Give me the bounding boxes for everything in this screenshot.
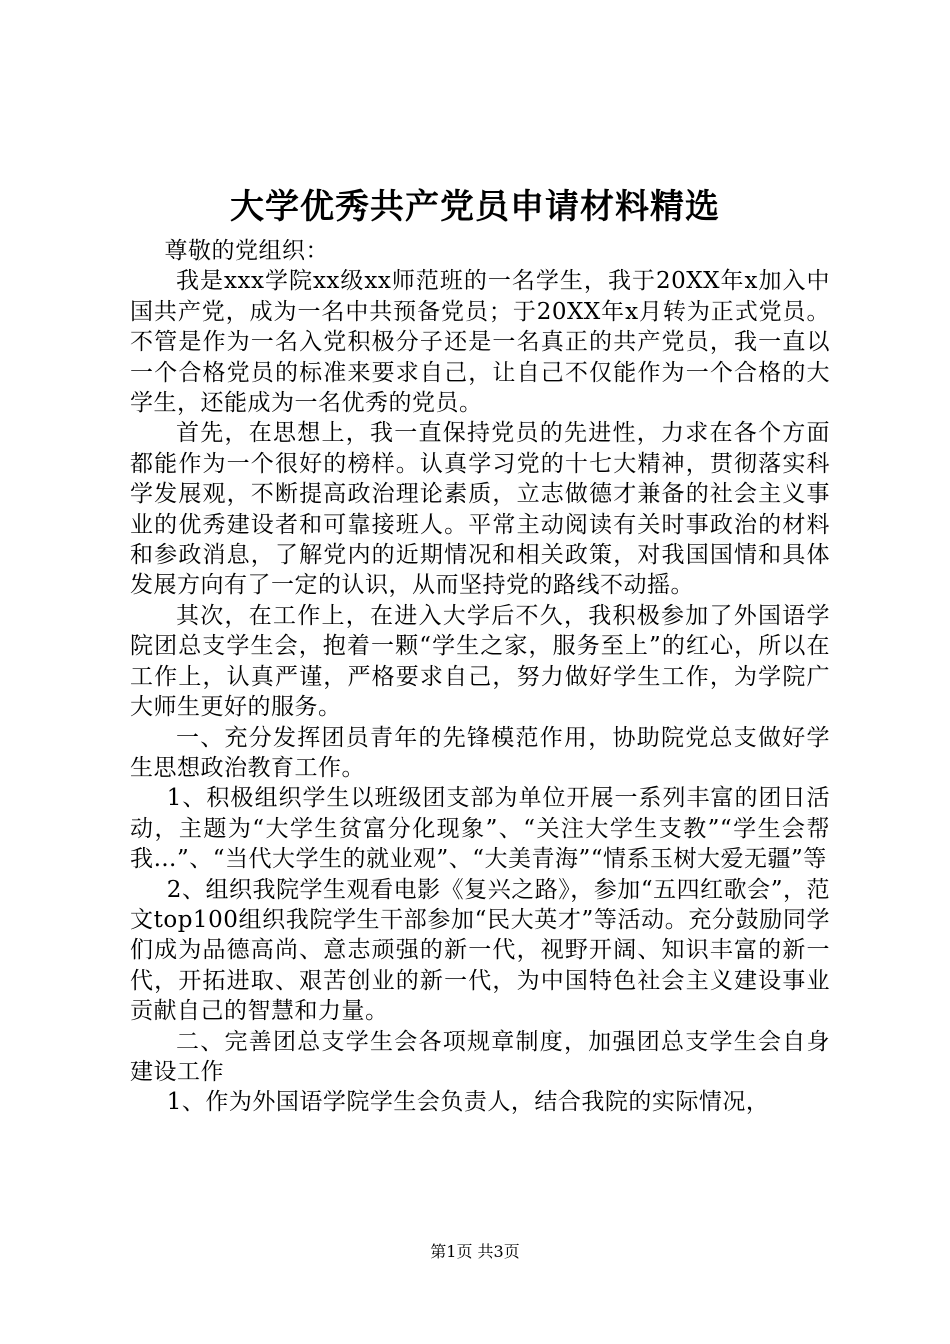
- salutation: 尊敬的党组织：: [164, 238, 329, 264]
- list-item: 1、积极组织学生以班级团支部为单位开展一系列丰富的团日活动，主题为“大学生贫富分化现象”、“关注大学生支教”“学生会帮我…”、“当代大学生的就业观”、“大美青海”“情系玉树大爱无疆”等: [130, 785, 830, 873]
- section-heading-one: 一、充分发挥团员青年的先锋模范作用，协助院党总支做好学生思想政治教育工作。: [130, 724, 830, 781]
- list-item: 1、作为外国语学院学生会负责人，结合我院的实际情况，: [166, 1089, 770, 1116]
- page-number-footer: 第1页 共3页: [430, 1242, 520, 1261]
- document-title: 大学优秀共产党员申请材料精选: [230, 187, 720, 227]
- document-body: [130, 236, 830, 1118]
- paragraph-work: 其次，在工作上，在进入大学后不久，我积极参加了外国语学院团总支学生会，抱着一颗“学生之家，服务至上”的红心，所以在工作上，认真严谨，严格要求自己，努力做好学生工作，为学院广大师生更好的服务。: [130, 602, 830, 721]
- paragraph-intro: 我是xxx学院xx级xx师范班的一名学生，我于20XX年x加入中国共产党，成为一名中共预备党员；于20XX年x月转为正式党员。不管是作为一名入党积极分子还是一名真正的共产党员，我一直以一个合格党员的标准来要求自己，让自己不仅能作为一个合格的大学生，还能成为一名优秀的党员。: [130, 268, 830, 417]
- paragraph-ideology: 首先，在思想上，我一直保持党员的先进性，力求在各个方面都能作为一个很好的榜样。认真学习党的十七大精神，贯彻落实科学发展观，不断提高政治理论素质，立志做德才兼备的社会主义事业的优秀建设者和可靠接班人。平常主动阅读有关时事政治的材料和参政消息，了解党内的近期情况和相关政策，对我国国情和具体发展方向有了一定的认识，从而坚持党的路线不动摇。: [130, 420, 830, 599]
- section-heading-two: 二、完善团总支学生会各项规章制度，加强团总支学生会自身建设工作: [130, 1028, 830, 1085]
- list-item: 2、组织我院学生观看电影《复兴之路》，参加“五四红歌会”，范文top100组织我院学生干部参加“民大英才”等活动。充分鼓励同学们成为品德高尚、意志顽强的新一代，视野开阔、知识丰富的新一代，开拓进取、艰苦创业的新一代，为中国特色社会主义建设事业贡献自己的智慧和力量。: [130, 876, 830, 1025]
